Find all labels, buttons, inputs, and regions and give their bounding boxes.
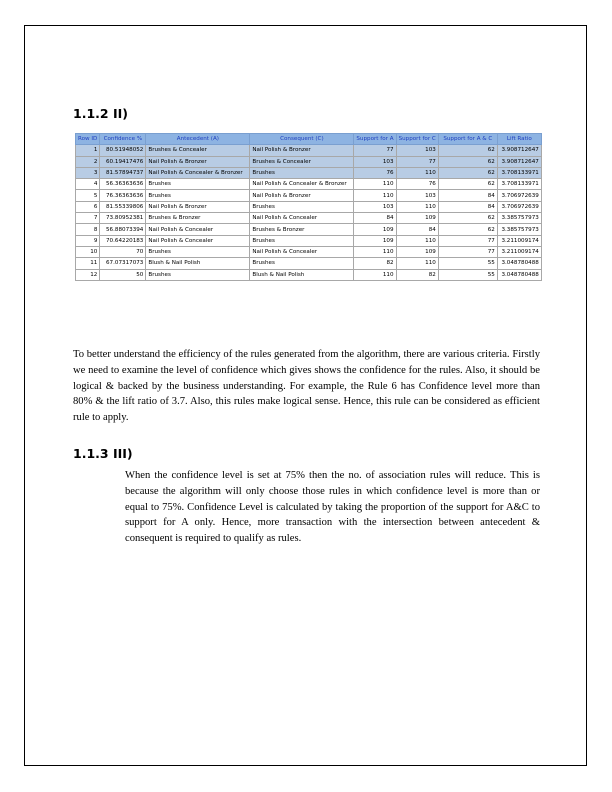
table-row xyxy=(76,269,542,280)
cell-confidence: 60.19417476 xyxy=(100,156,146,167)
cell-support-a: 110 xyxy=(354,190,396,201)
cell-lift-ratio: 3.211009174 xyxy=(497,235,541,246)
cell-support-a-c: 62 xyxy=(438,145,497,156)
cell-support-c: 103 xyxy=(396,145,438,156)
cell-confidence: 67.07317073 xyxy=(100,258,146,269)
cell-support-a-c: 55 xyxy=(438,258,497,269)
cell-lift-ratio: 3.385757973 xyxy=(497,224,541,235)
cell-consequent: Brushes xyxy=(250,167,354,178)
cell-support-a: 103 xyxy=(354,156,396,167)
cell-confidence: 81.55339806 xyxy=(100,201,146,212)
table-row xyxy=(76,145,542,156)
cell-support-c: 110 xyxy=(396,235,438,246)
cell-support-a: 109 xyxy=(354,235,396,246)
cell-antecedent: Nail Polish & Bronzer xyxy=(146,156,250,167)
cell-antecedent: Brushes xyxy=(146,190,250,201)
section-heading-1-1-2 xyxy=(73,106,128,121)
cell-row-id: 6 xyxy=(76,201,100,212)
cell-support-c: 82 xyxy=(396,269,438,280)
table-row xyxy=(76,246,542,257)
cell-support-a-c: 62 xyxy=(438,156,497,167)
cell-support-c: 77 xyxy=(396,156,438,167)
confidence-level-paragraph: When the confidence level is set at 75% then the no. of association rules will reduce. This is because the algorithm will only choose those rules in which confidence level is more than or equal to 75%. Confidence Level is calculated by taking the proportion of the support for A&C to support for A only. Hence, more transaction with the intersection between antecedent & consequent is required to qualify as rules. xyxy=(125,470,540,545)
cell-support-a-c: 84 xyxy=(438,201,497,212)
cell-row-id: 4 xyxy=(76,179,100,190)
table-row xyxy=(76,201,542,212)
section-number: 1.1.3 xyxy=(73,446,109,461)
cell-support-c: 76 xyxy=(396,179,438,190)
cell-lift-ratio: 3.211009174 xyxy=(497,246,541,257)
header-lift-ratio: Lift Ratio xyxy=(497,134,541,145)
cell-support-a: 76 xyxy=(354,167,396,178)
cell-support-c: 110 xyxy=(396,258,438,269)
association-rules-table xyxy=(75,133,542,281)
cell-support-a-c: 62 xyxy=(438,179,497,190)
cell-support-a-c: 84 xyxy=(438,190,497,201)
cell-consequent: Brushes xyxy=(250,201,354,212)
table-row xyxy=(76,167,542,178)
cell-support-c: 109 xyxy=(396,246,438,257)
cell-row-id: 11 xyxy=(76,258,100,269)
table-row xyxy=(76,235,542,246)
cell-consequent: Nail Polish & Bronzer xyxy=(250,190,354,201)
cell-consequent: Nail Polish & Concealer xyxy=(250,213,354,224)
cell-antecedent: Brushes xyxy=(146,246,250,257)
cell-confidence: 76.36363636 xyxy=(100,190,146,201)
cell-lift-ratio: 3.048780488 xyxy=(497,269,541,280)
table-row xyxy=(76,179,542,190)
cell-lift-ratio: 3.708133971 xyxy=(497,179,541,190)
table-row xyxy=(76,258,542,269)
cell-consequent: Brushes xyxy=(250,235,354,246)
cell-row-id: 8 xyxy=(76,224,100,235)
cell-support-a: 77 xyxy=(354,145,396,156)
cell-antecedent: Nail Polish & Bronzer xyxy=(146,201,250,212)
cell-lift-ratio: 3.048780488 xyxy=(497,258,541,269)
header-confidence: Confidence % xyxy=(100,134,146,145)
cell-antecedent: Brushes & Bronzer xyxy=(146,213,250,224)
section-title: III) xyxy=(112,446,133,461)
cell-support-a-c: 55 xyxy=(438,269,497,280)
cell-antecedent: Blush & Nail Polish xyxy=(146,258,250,269)
section-title: II) xyxy=(112,106,128,121)
cell-support-a: 110 xyxy=(354,269,396,280)
cell-support-c: 110 xyxy=(396,201,438,212)
cell-support-c: 84 xyxy=(396,224,438,235)
cell-consequent: Nail Polish & Bronzer xyxy=(250,145,354,156)
cell-support-a: 82 xyxy=(354,258,396,269)
cell-lift-ratio: 3.706972639 xyxy=(497,201,541,212)
cell-row-id: 5 xyxy=(76,190,100,201)
cell-antecedent: Nail Polish & Concealer xyxy=(146,235,250,246)
cell-support-a: 103 xyxy=(354,201,396,212)
cell-lift-ratio: 3.385757973 xyxy=(497,213,541,224)
cell-confidence: 81.57894737 xyxy=(100,167,146,178)
cell-lift-ratio: 3.706972639 xyxy=(497,190,541,201)
header-support-a-c: Support for A & C xyxy=(438,134,497,145)
header-row-id: Row ID xyxy=(76,134,100,145)
cell-support-a-c: 62 xyxy=(438,224,497,235)
cell-antecedent: Nail Polish & Concealer & Bronzer xyxy=(146,167,250,178)
cell-confidence: 56.88073394 xyxy=(100,224,146,235)
table-row xyxy=(76,190,542,201)
cell-lift-ratio: 3.908712647 xyxy=(497,156,541,167)
cell-consequent: Nail Polish & Concealer & Bronzer xyxy=(250,179,354,190)
cell-row-id: 10 xyxy=(76,246,100,257)
cell-support-c: 103 xyxy=(396,190,438,201)
table-row xyxy=(76,224,542,235)
cell-consequent: Brushes & Concealer xyxy=(250,156,354,167)
cell-consequent: Nail Polish & Concealer xyxy=(250,246,354,257)
section-heading-1-1-3 xyxy=(73,446,133,461)
header-support-c: Support for C xyxy=(396,134,438,145)
cell-confidence: 70 xyxy=(100,246,146,257)
cell-consequent: Brushes & Bronzer xyxy=(250,224,354,235)
cell-row-id: 7 xyxy=(76,213,100,224)
section-number: 1.1.2 xyxy=(73,106,109,121)
cell-support-a: 110 xyxy=(354,179,396,190)
cell-confidence: 70.64220183 xyxy=(100,235,146,246)
cell-support-a: 109 xyxy=(354,224,396,235)
cell-support-a-c: 62 xyxy=(438,167,497,178)
cell-row-id: 9 xyxy=(76,235,100,246)
cell-support-a: 110 xyxy=(354,246,396,257)
cell-support-a-c: 77 xyxy=(438,246,497,257)
cell-confidence: 50 xyxy=(100,269,146,280)
cell-antecedent: Brushes xyxy=(146,269,250,280)
cell-antecedent: Brushes xyxy=(146,179,250,190)
cell-lift-ratio: 3.908712647 xyxy=(497,145,541,156)
cell-row-id: 2 xyxy=(76,156,100,167)
cell-antecedent: Brushes & Concealer xyxy=(146,145,250,156)
table-row xyxy=(76,213,542,224)
efficiency-paragraph: To better understand the efficiency of the rules generated from the algorithm, there are various criteria. Firstly we need to examine the level of confidence which gives shows the confidence for the rules. Also, it should be logical & backed by the business understanding. For example, the Rule 6 has Confidence level more than 80% & the lift ratio of 3.7. Also, this rules make logical sense. Hence, this rule can be considered as efficient rule to apply. xyxy=(73,349,540,424)
cell-row-id: 1 xyxy=(76,145,100,156)
cell-row-id: 12 xyxy=(76,269,100,280)
table-row xyxy=(76,156,542,167)
header-consequent: Consequent (C) xyxy=(250,134,354,145)
cell-antecedent: Nail Polish & Concealer xyxy=(146,224,250,235)
table-header-row xyxy=(76,134,542,145)
cell-confidence: 73.80952381 xyxy=(100,213,146,224)
cell-support-a-c: 62 xyxy=(438,213,497,224)
cell-support-c: 110 xyxy=(396,167,438,178)
cell-row-id: 3 xyxy=(76,167,100,178)
cell-support-a-c: 77 xyxy=(438,235,497,246)
cell-support-c: 109 xyxy=(396,213,438,224)
cell-confidence: 80.51948052 xyxy=(100,145,146,156)
cell-confidence: 56.36363636 xyxy=(100,179,146,190)
cell-consequent: Blush & Nail Polish xyxy=(250,269,354,280)
cell-support-a: 84 xyxy=(354,213,396,224)
header-support-a: Support for A xyxy=(354,134,396,145)
header-antecedent: Antecedent (A) xyxy=(146,134,250,145)
cell-lift-ratio: 3.708133971 xyxy=(497,167,541,178)
cell-consequent: Brushes xyxy=(250,258,354,269)
